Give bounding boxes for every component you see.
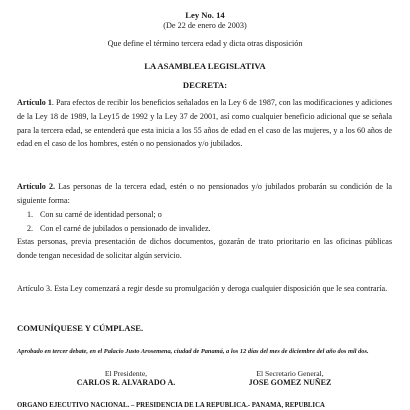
president-title: El Presidente,	[104, 369, 148, 378]
closing-command: COMUNÍQUESE Y CÚMPLASE.	[17, 323, 144, 333]
secretary-title: El Secretario General,	[256, 369, 324, 378]
article-2	[17, 180, 392, 208]
law-number: Ley No. 14	[185, 10, 225, 20]
article-3-label: Artículo 3.	[17, 284, 53, 293]
assembly-heading: LA ASAMBLEA LEGISLATIVA	[144, 61, 266, 71]
article-1	[17, 96, 392, 151]
approval-note: Aprobado en tercer debate, en el Palacio Justo Arosemena, ciudad de Panamá, a los 12 días del mes de diciembre del año dos mil dos.	[17, 348, 369, 355]
law-date: (De 22 de enero de 2003)	[163, 21, 247, 30]
article-3	[17, 282, 392, 296]
list-item-text: Con el carné de jubilados o pensionado de invalidez.	[40, 223, 211, 233]
article-3-text: Esta Ley comenzará a regir desde su promulgación y deroga cualquier disposición que le sea contraría.	[52, 284, 388, 293]
article-1-text: . Para efectos de recibir los beneficios señalados en la Ley 6 de 1987, con las modificaciones y adiciones de la Ley 18 de 1989, la Ley15 de 1992 y la Ley 37 de 2001, así como cualquier beneficio adicional que se señala para la tercera edad, se entenderá que esta inicia a los 55 años de edad en el caso de las mujeres, y a los 60 años de edad en el caso de los hombres, estén o no pensionados y/o jubilados.	[17, 98, 392, 149]
article-2-list	[27, 208, 387, 235]
list-item	[27, 208, 387, 222]
law-description: Que define el término tercera edad y dicta otras disposición	[107, 39, 303, 48]
article-2-text: Las personas de la tercera edad, estén o no pensionados y/o jubilados probarán su condición de la siguiente forma:	[17, 182, 392, 205]
secretary-name: JOSE GOMEZ NUÑEZ	[248, 378, 332, 387]
list-item-number: 2.	[27, 223, 34, 233]
footer-line: ORGANO EJECUTIVO NACIONAL. – PRESIDENCIA DE LA REPUBLICA.- PANAMA, REPUBLICA	[17, 402, 325, 409]
decreta-heading: DECRETA:	[182, 80, 228, 90]
signature-secretary	[215, 369, 365, 387]
signature-president	[62, 369, 190, 387]
article-1-label: Artículo 1	[17, 98, 52, 107]
article-2-label: Artículo 2.	[17, 182, 56, 191]
list-item	[27, 222, 387, 236]
list-item-text: Con su carné de identidad personal; o	[40, 210, 162, 219]
list-item-number: 1.	[27, 210, 34, 219]
article-2-continuation: Estas personas, previa presentación de dichos documentos, gozarán de trato prioritario en las oficinas públicas donde tengan necesidad de solicitar algún servicio.	[17, 237, 392, 260]
president-name: CARLOS R. ALVARADO A.	[76, 378, 176, 387]
